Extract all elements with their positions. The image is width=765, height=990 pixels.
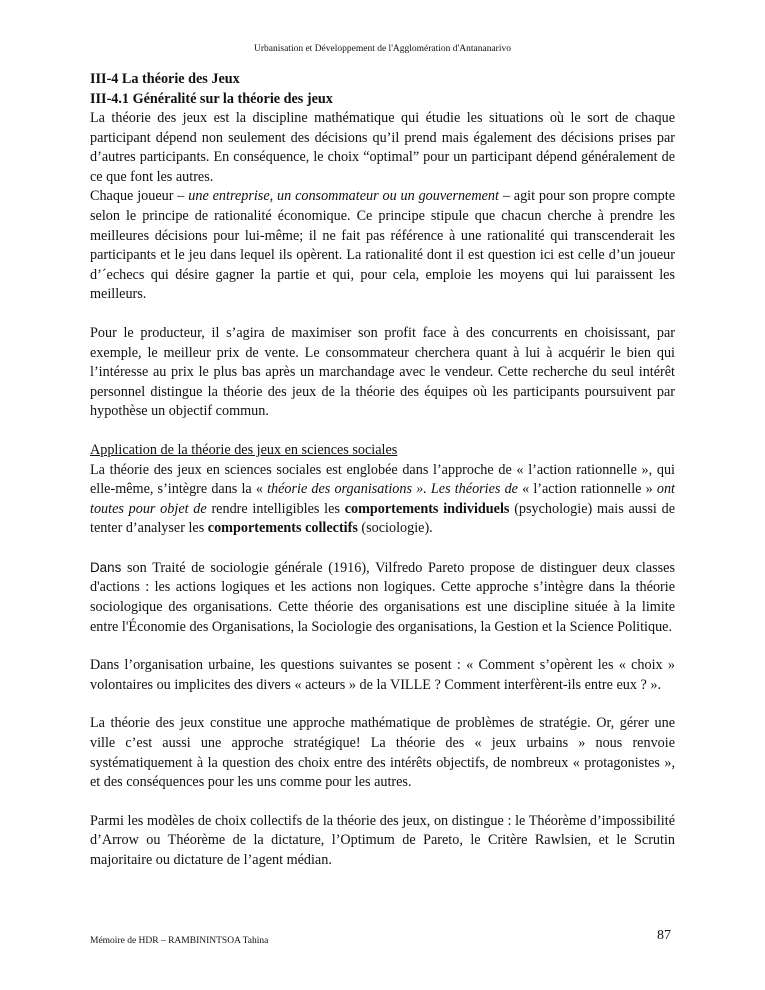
application-heading: [90, 441, 675, 461]
p2-italic-players: une entreprise, un consommateur ou un gouvernement: [188, 188, 499, 205]
footer-author: Mémoire de HDR – RAMBININTSOA Tahina: [90, 936, 269, 946]
p4-italic-d: ont toutes pour objet de: [90, 481, 675, 517]
p2-text-c: – agit pour son propre compte selon le principe de rationalité économique. Ce principe stipule que chacun cherche à prendre les meilleures décisions pour lui-même; il ne fait pas référence à une rationalité qui transcenderait les participants et le jeu dans lequel ils opèrent. La rationalité dont il est question ici est celle d’un joueur d’´echecs qui désire gagner la partie et qui, pour cela, emploie les moyens qui lui paraissent les meilleurs.: [90, 188, 675, 303]
p4-text-c: « l’action rationnelle »: [517, 481, 657, 498]
p4-text-e: rendre intelligibles les: [206, 500, 345, 517]
p4-bold-individual: comportements individuels: [344, 500, 510, 517]
p4-text-g: (psychologie) mais aussi de tenter d’analyser les: [90, 500, 676, 537]
subsection-title: III-4.1 Généralité sur la théorie des jeux: [90, 90, 333, 107]
paragraph-social-sciences: [90, 461, 675, 539]
p2-text-a: Chaque joueur –: [90, 188, 189, 205]
p4-italic-b: théorie des organisations ». Les théories de: [267, 481, 518, 498]
paragraph-producer: Pour le producteur, il s’agira de maximiser son profit face à des concurrents en choisissant, par exemple, le meilleur prix de vente. Le consommateur cherchera quant à lui à acquérir le bien qui l’intéresse au prix le plus bas après un marchandage avec le vendeur. Cette recherche du seul intérêt personnel distingue la théorie des jeux de la théorie des équipes où les participants poursuivent par hypothèse un objectif commun.: [90, 324, 675, 420]
page-body: [90, 70, 675, 871]
paragraph-strategy: La théorie des jeux constitue une approche mathématique de problèmes de stratégie. Or, gérer une ville c’est aussi une approche stratégique! La théorie des « jeux urbains » nous renvoie systématiquement à la question des choix entre des intérêts objectifs, de nombreux « protagonistes », et des conséquences pour les uns comme pour les autres.: [90, 715, 675, 791]
p4-text-a: La théorie des jeux en sciences sociales est englobée dans l’approche de « l’action rationnelle », qui elle-même, s’intègre dans la «: [90, 461, 675, 498]
paragraph-pareto: [90, 558, 675, 637]
p5-text-b: son Traité de sociologie générale (1916), Vilfredo Pareto propose de distinguer deux classes d'actions : les actions logiques et les actions non logiques. Cette approche s’intègre dans la théorie sociologique des organisations. Cette théorie des organisations est une discipline située à la limite entre l'Économie des Organisations, la Sociologie des organisations, la Gestion et la Science Politique.: [90, 559, 675, 635]
p4-bold-collective: comportements collectifs: [207, 520, 358, 537]
page-number: 87: [657, 928, 671, 943]
paragraph-collective-choice: Parmi les modèles de choix collectifs de la théorie des jeux, on distingue : le Théorème d’impossibilité d’Arrow ou Théorème de la dictature, l’Optimum de Pareto, le Critère Rawlsien, et le Scrutin majoritaire ou dictature de l’agent médian.: [90, 812, 675, 868]
running-header: Urbanisation et Développement de l'Agglomération d'Antananarivo: [254, 44, 511, 54]
application-heading-text: Application de la théorie des jeux en sciences sociales: [90, 441, 398, 458]
p4-text-i: (sociologie).: [357, 520, 433, 537]
paragraph-rationality: [90, 187, 675, 305]
paragraph-urban-questions: Dans l’organisation urbaine, les questions suivantes se posent : « Comment s’opèrent les « choix » volontaires ou implicites des divers « acteurs » de la VILLE ? Comment interfèrent-ils entre eux ? ».: [90, 657, 675, 693]
p5-sans-word: Dans: [90, 559, 122, 575]
paragraph-definition: La théorie des jeux est la discipline mathématique qui étudie les situations où le sort de chaque participant dépend non seulement des décisions qu’il prend mais également des décisions prises par d’autres participants. En conséquence, le choix “optimal” pour un participant dépend généralement de ce que font les autres.: [90, 110, 675, 185]
section-title: III-4 La théorie des Jeux: [90, 71, 240, 87]
